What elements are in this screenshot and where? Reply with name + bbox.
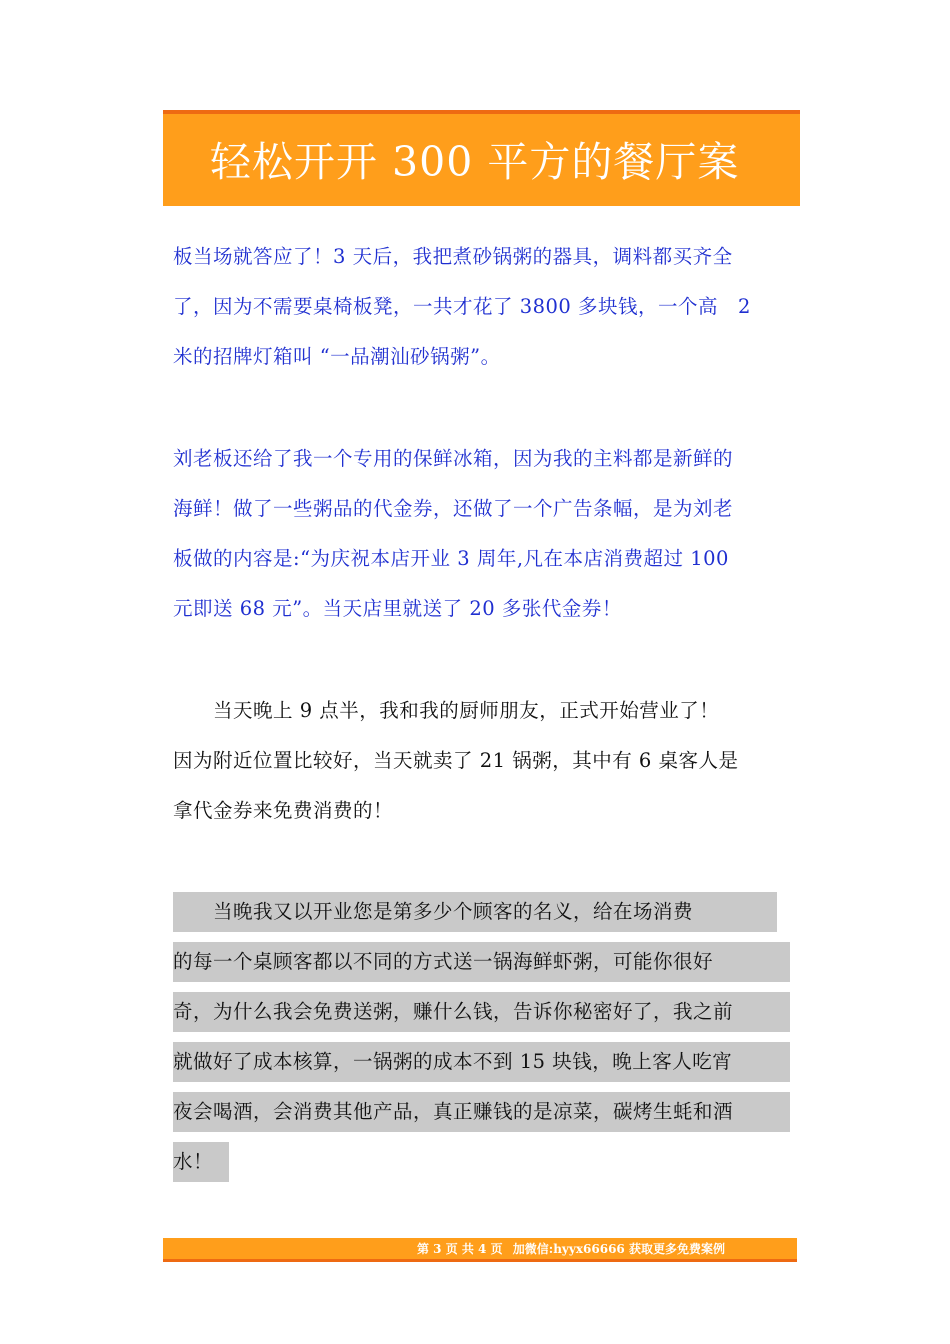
text-line: 因为附近位置比较好，当天就卖了 21 锅粥，其中有 6 桌客人是 — [173, 749, 739, 772]
document-title: 轻松开开 300 平方的餐厅案 — [210, 138, 740, 186]
paragraph-2 — [173, 434, 798, 634]
highlighted-paragraph — [173, 892, 798, 1192]
text-line: 板做的内容是:“为庆祝本店开业 3 周年,凡在本店消费超过 100 — [173, 547, 729, 570]
text-line: 拿代金券来免费消费的！ — [173, 799, 394, 822]
footer-bar — [163, 1238, 797, 1262]
text-line: 元即送 68 元”。当天店里就送了 20 多张代金券！ — [173, 597, 622, 620]
page-number: 第 3 页 共 4 页 — [417, 1242, 503, 1256]
highlighted-line: 的每一个桌顾客都以不同的方式送一锅海鲜虾粥，可能你很好 — [173, 942, 790, 982]
highlighted-line: 就做好了成本核算，一锅粥的成本不到 15 块钱，晚上客人吃宵 — [173, 1042, 790, 1082]
text-line: 米的招牌灯箱叫 “一品潮汕砂锅粥”。 — [173, 345, 501, 368]
text-line: 了，因为不需要桌椅板凳，一共才花了 3800 多块钱，一个高 2 — [173, 295, 751, 318]
paragraph-3 — [173, 686, 798, 836]
paragraph-1 — [173, 232, 798, 382]
footer-text — [417, 1241, 731, 1257]
text-line: 板当场就答应了！3 天后，我把煮砂锅粥的器具，调料都买齐全 — [173, 245, 733, 268]
footer-promo: 加微信:hyyx66666 获取更多免费案例 — [512, 1242, 725, 1256]
title-banner — [163, 110, 800, 206]
text-line: 刘老板还给了我一个专用的保鲜冰箱，因为我的主料都是新鲜的 — [173, 447, 734, 470]
highlighted-line: 奇，为什么我会免费送粥，赚什么钱，告诉你秘密好了，我之前 — [173, 992, 790, 1032]
highlighted-line: 夜会喝酒，会消费其他产品，真正赚钱的是凉菜，碳烤生蚝和酒 — [173, 1092, 790, 1132]
highlighted-line: 当晚我又以开业您是第多少个顾客的名义，给在场消费 — [173, 892, 777, 932]
text-line: 当天晚上 9 点半，我和我的厨师朋友，正式开始营业了！ — [173, 699, 720, 722]
highlighted-line: 水！ — [173, 1142, 229, 1182]
text-line: 海鲜！做了一些粥品的代金券，还做了一个广告条幅，是为刘老 — [173, 497, 734, 520]
